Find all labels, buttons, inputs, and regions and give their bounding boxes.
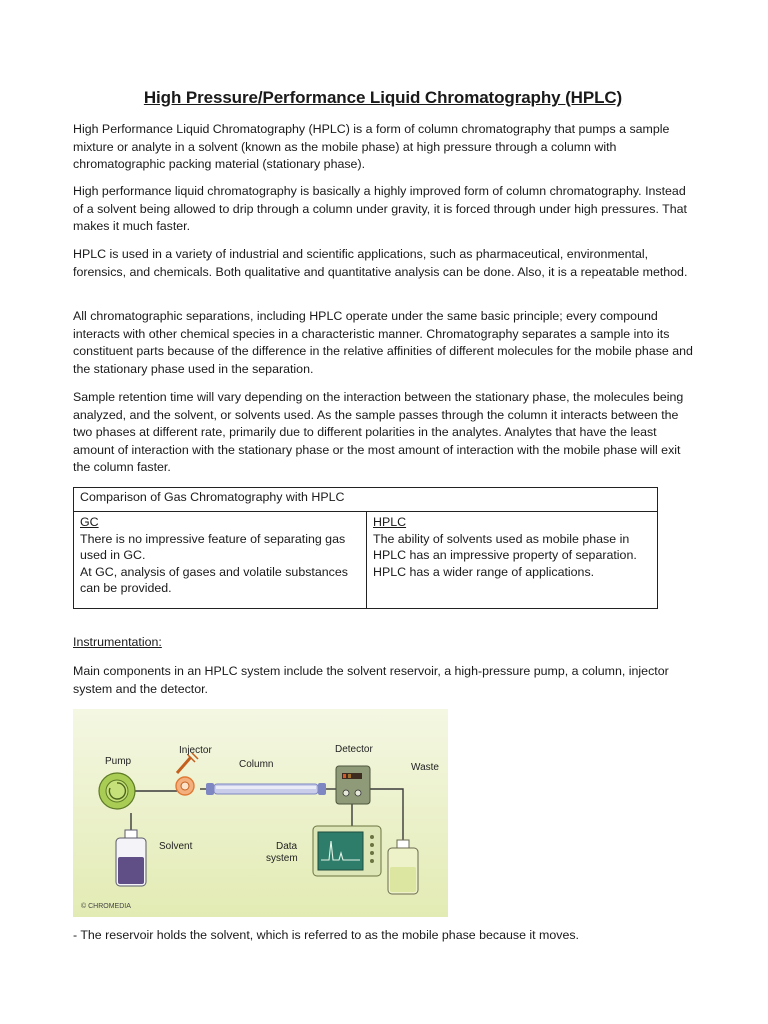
pump-icon <box>99 773 135 809</box>
paragraph-applications: HPLC is used in a variety of industrial and scientific applications, such as pharmaceutical, environmental, forensics, and chemicals. Both qualitative and quantitative analysis can be done. Also, it is a repeatable method. <box>73 247 688 279</box>
label-injector: Injector <box>179 745 212 756</box>
label-solvent: Solvent <box>159 841 193 852</box>
hplc-system-diagram <box>73 709 448 917</box>
label-pump: Pump <box>105 756 132 767</box>
comparison-hplc-cell <box>367 512 657 608</box>
paragraph-retention-time: Sample retention time will vary depending on the interaction between the stationary phase, the molecules being analyzed, and the solvent, or solvents used. As the sample passes through the column it interacts between the two phases at different rate, primarily due to different polarities in the analytes. Analytes that have the least amount of interaction with the stationary phase or the most amount of interaction with the mobile phase will exit the column faster. <box>73 390 684 475</box>
label-data-system-line2: system <box>266 853 298 864</box>
paragraph-reservoir: - The reservoir holds the solvent, which is referred to as the mobile phase because it moves. <box>73 928 579 942</box>
column-icon <box>206 783 326 795</box>
hplc-line: The ability of solvents used as mobile phase in HPLC has an impressive property of separation. <box>373 531 637 563</box>
hplc-line: HPLC has a wider range of applications. <box>373 564 595 579</box>
label-data-system-line1: Data <box>276 841 298 852</box>
hplc-column-title: HPLC <box>373 515 407 529</box>
gc-line: At GC, analysis of gases and volatile substances can be provided. <box>80 564 348 596</box>
paragraph-intro: High Performance Liquid Chromatography (HPLC) is a form of column chromatography that pumps a sample mixture or analyte in a solvent (known as the mobile phase) at high pressure through a column with chromatographic packing material (stationary phase). <box>73 122 670 172</box>
comparison-gc-cell <box>74 512 367 608</box>
label-waste: Waste <box>411 762 439 773</box>
instrumentation-heading: Instrumentation: <box>73 635 162 649</box>
label-detector: Detector <box>335 744 373 755</box>
diagram-credit: © CHROMEDIA <box>81 903 131 910</box>
detector-icon <box>336 766 370 804</box>
gc-column-title: GC <box>80 515 99 529</box>
paragraph-components: Main components in an HPLC system include the solvent reservoir, a high-pressure pump, a column, injector system and the detector. <box>73 664 669 696</box>
waste-bottle-icon <box>388 840 418 894</box>
paragraph-principle: All chromatographic separations, including HPLC operate under the same basic principle; every compound interacts with other chemical species in a characteristic manner. Chromatography separates a sample into its constituent parts because of the difference in the relative affinities of different molecules for the mobile phase and the stationary phase used in the separation. <box>73 309 693 376</box>
label-column: Column <box>239 759 274 770</box>
data-system-icon <box>313 826 381 876</box>
page-title: High Pressure/Performance Liquid Chromatography (HPLC) <box>143 88 623 107</box>
solvent-reservoir-icon <box>116 830 146 886</box>
comparison-table <box>73 487 658 609</box>
gc-line: There is no impressive feature of separating gas used in GC. <box>80 531 346 563</box>
comparison-table-heading: Comparison of Gas Chromatography with HPLC <box>74 488 657 512</box>
paragraph-improved-form: High performance liquid chromatography is basically a highly improved form of column chromatography. Instead of a solvent being allowed to drip through a column under gravity, it is forced through under high pressures. That makes it much faster. <box>73 184 687 234</box>
